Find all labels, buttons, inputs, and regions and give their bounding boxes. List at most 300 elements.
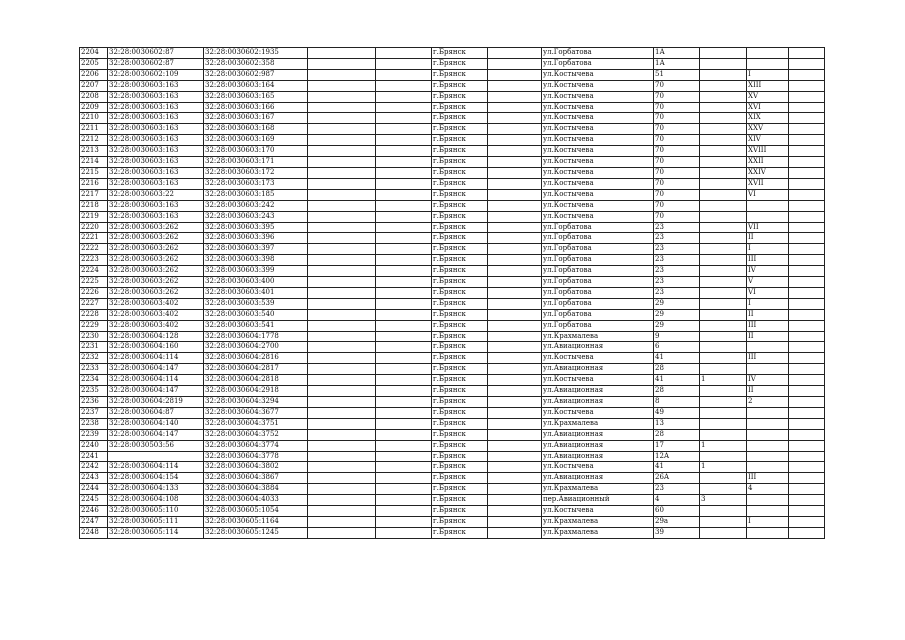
cell-empty-col-a xyxy=(308,157,376,168)
cell-city: г.Брянск xyxy=(432,146,488,157)
cell-object-number: 32:28:0030603:541 xyxy=(204,320,308,331)
cell-city: г.Брянск xyxy=(432,407,488,418)
cell-room xyxy=(747,211,789,222)
cell-empty-col-a xyxy=(308,80,376,91)
table-row xyxy=(80,277,825,288)
cell-parcel-number: 32:28:0030604:154 xyxy=(108,473,204,484)
cell-house-number: 70 xyxy=(654,211,700,222)
cell-row-number: 2245 xyxy=(80,495,108,506)
cell-empty-col-a xyxy=(308,331,376,342)
cell-object-number: 32:28:0030603:243 xyxy=(204,211,308,222)
cell-city: г.Брянск xyxy=(432,516,488,527)
cell-empty-col-b xyxy=(376,516,432,527)
cell-street: ул.Крахмалева xyxy=(542,418,654,429)
cell-room xyxy=(747,527,789,538)
cell-house-number: 39 xyxy=(654,527,700,538)
table-row xyxy=(80,124,825,135)
cell-row-number: 2231 xyxy=(80,342,108,353)
cell-row-number: 2212 xyxy=(80,135,108,146)
cell-street: ул.Костычева xyxy=(542,135,654,146)
cell-parcel-number: 32:28:0030604:128 xyxy=(108,331,204,342)
cell-empty-col-d xyxy=(789,189,825,200)
cell-row-number: 2241 xyxy=(80,451,108,462)
table-row xyxy=(80,266,825,277)
cell-empty-col-a xyxy=(308,397,376,408)
cell-empty-col-a xyxy=(308,320,376,331)
cell-room: XVI xyxy=(747,102,789,113)
cell-house-number: 23 xyxy=(654,222,700,233)
cell-empty-col-d xyxy=(789,135,825,146)
cell-empty-col-b xyxy=(376,353,432,364)
cell-room: IV xyxy=(747,375,789,386)
cell-empty-col-a xyxy=(308,407,376,418)
cell-parcel-number: 32:28:0030603:163 xyxy=(108,200,204,211)
cell-house-number: 29 xyxy=(654,320,700,331)
cell-object-number: 32:28:0030603:539 xyxy=(204,298,308,309)
cell-row-number: 2222 xyxy=(80,244,108,255)
cell-room xyxy=(747,462,789,473)
cell-house-number: 60 xyxy=(654,506,700,517)
cell-row-number: 2216 xyxy=(80,178,108,189)
cell-row-number: 2248 xyxy=(80,527,108,538)
table-row xyxy=(80,80,825,91)
cell-empty-col-c xyxy=(488,255,542,266)
cell-empty-col-c xyxy=(488,69,542,80)
cell-city: г.Брянск xyxy=(432,495,488,506)
cell-empty-col-a xyxy=(308,200,376,211)
cell-empty-col-c xyxy=(488,473,542,484)
cell-city: г.Брянск xyxy=(432,364,488,375)
table-row xyxy=(80,211,825,222)
cell-empty-col-d xyxy=(789,124,825,135)
cell-empty-col-b xyxy=(376,440,432,451)
cell-empty-col-d xyxy=(789,91,825,102)
cell-street: ул.Костычева xyxy=(542,124,654,135)
cell-empty-col-b xyxy=(376,91,432,102)
cell-row-number: 2215 xyxy=(80,167,108,178)
table-row xyxy=(80,113,825,124)
cell-row-number: 2239 xyxy=(80,429,108,440)
cell-parcel-number: 32:28:0030604:160 xyxy=(108,342,204,353)
table-row xyxy=(80,69,825,80)
cell-row-number: 2217 xyxy=(80,189,108,200)
cell-empty-col-a xyxy=(308,429,376,440)
cell-building xyxy=(700,211,747,222)
cell-house-number: 13 xyxy=(654,418,700,429)
cell-row-number: 2211 xyxy=(80,124,108,135)
cell-parcel-number: 32:28:0030605:111 xyxy=(108,516,204,527)
cell-house-number: 9 xyxy=(654,331,700,342)
cell-empty-col-d xyxy=(789,364,825,375)
cell-parcel-number: 32:28:0030603:163 xyxy=(108,91,204,102)
cell-empty-col-a xyxy=(308,364,376,375)
cell-room: II xyxy=(747,386,789,397)
cell-empty-col-d xyxy=(789,342,825,353)
cell-parcel-number: 32:28:0030604:147 xyxy=(108,364,204,375)
cell-empty-col-c xyxy=(488,58,542,69)
cell-house-number: 28 xyxy=(654,429,700,440)
cell-room: XIX xyxy=(747,113,789,124)
cell-building xyxy=(700,386,747,397)
cell-empty-col-b xyxy=(376,418,432,429)
cell-empty-col-b xyxy=(376,113,432,124)
cell-parcel-number xyxy=(108,451,204,462)
cell-room: I xyxy=(747,298,789,309)
cell-building xyxy=(700,80,747,91)
cell-street: ул.Горбатова xyxy=(542,320,654,331)
cell-house-number: 70 xyxy=(654,146,700,157)
cell-empty-col-d xyxy=(789,80,825,91)
cell-empty-col-d xyxy=(789,386,825,397)
table-row xyxy=(80,58,825,69)
cell-room: VI xyxy=(747,287,789,298)
cell-empty-col-c xyxy=(488,91,542,102)
table-row xyxy=(80,506,825,517)
cell-building xyxy=(700,516,747,527)
cell-row-number: 2221 xyxy=(80,233,108,244)
cell-object-number: 32:28:0030604:3774 xyxy=(204,440,308,451)
cell-empty-col-b xyxy=(376,157,432,168)
table-row xyxy=(80,178,825,189)
cell-building xyxy=(700,233,747,244)
cell-house-number: 70 xyxy=(654,102,700,113)
cell-empty-col-d xyxy=(789,407,825,418)
cell-city: г.Брянск xyxy=(432,233,488,244)
cell-room: I xyxy=(747,244,789,255)
cell-empty-col-d xyxy=(789,375,825,386)
cell-row-number: 2240 xyxy=(80,440,108,451)
cell-row-number: 2226 xyxy=(80,287,108,298)
cell-house-number: 1А xyxy=(654,58,700,69)
cell-street: ул.Авиационная xyxy=(542,364,654,375)
cell-parcel-number: 32:28:0030604:133 xyxy=(108,484,204,495)
cell-room: II xyxy=(747,331,789,342)
cell-empty-col-b xyxy=(376,386,432,397)
table-row xyxy=(80,331,825,342)
cell-empty-col-a xyxy=(308,309,376,320)
table-row xyxy=(80,527,825,538)
cell-street: ул.Крахмалева xyxy=(542,527,654,538)
cell-house-number: 70 xyxy=(654,80,700,91)
cell-building xyxy=(700,484,747,495)
cell-empty-col-c xyxy=(488,266,542,277)
cell-room xyxy=(747,429,789,440)
cell-object-number: 32:28:0030604:3752 xyxy=(204,429,308,440)
cell-object-number: 32:28:0030602:1935 xyxy=(204,48,308,59)
cell-city: г.Брянск xyxy=(432,440,488,451)
cell-empty-col-b xyxy=(376,473,432,484)
cell-room: III xyxy=(747,320,789,331)
cell-parcel-number: 32:28:0030603:163 xyxy=(108,102,204,113)
cell-empty-col-d xyxy=(789,244,825,255)
cell-room: I xyxy=(747,516,789,527)
cell-object-number: 32:28:0030604:2700 xyxy=(204,342,308,353)
cell-room xyxy=(747,495,789,506)
cell-empty-col-b xyxy=(376,69,432,80)
cell-empty-col-d xyxy=(789,506,825,517)
table-row xyxy=(80,397,825,408)
cell-object-number: 32:28:0030603:185 xyxy=(204,189,308,200)
cell-empty-col-c xyxy=(488,331,542,342)
cell-row-number: 2228 xyxy=(80,309,108,320)
cell-building xyxy=(700,320,747,331)
cell-room: I xyxy=(747,69,789,80)
cell-building xyxy=(700,124,747,135)
cell-row-number: 2208 xyxy=(80,91,108,102)
cell-house-number: 23 xyxy=(654,277,700,288)
cell-parcel-number: 32:28:0030603:262 xyxy=(108,255,204,266)
cell-empty-col-c xyxy=(488,157,542,168)
cell-parcel-number: 32:28:0030603:22 xyxy=(108,189,204,200)
table-row xyxy=(80,287,825,298)
cell-street: ул.Горбатова xyxy=(542,58,654,69)
cell-empty-col-c xyxy=(488,375,542,386)
cell-city: г.Брянск xyxy=(432,287,488,298)
cell-building: 1 xyxy=(700,462,747,473)
cell-building xyxy=(700,397,747,408)
cell-room xyxy=(747,364,789,375)
cell-city: г.Брянск xyxy=(432,331,488,342)
cell-object-number: 32:28:0030602:358 xyxy=(204,58,308,69)
cell-empty-col-b xyxy=(376,429,432,440)
cell-street: ул.Горбатова xyxy=(542,309,654,320)
cell-parcel-number: 32:28:0030602:109 xyxy=(108,69,204,80)
cell-building xyxy=(700,167,747,178)
cell-object-number: 32:28:0030605:1054 xyxy=(204,506,308,517)
cell-empty-col-c xyxy=(488,244,542,255)
cell-empty-col-c xyxy=(488,222,542,233)
cell-empty-col-c xyxy=(488,527,542,538)
cell-empty-col-b xyxy=(376,102,432,113)
table-row xyxy=(80,146,825,157)
cell-street: ул.Костычева xyxy=(542,211,654,222)
table-row xyxy=(80,440,825,451)
cell-parcel-number: 32:28:0030603:262 xyxy=(108,287,204,298)
cell-empty-col-d xyxy=(789,58,825,69)
cell-parcel-number: 32:28:0030603:163 xyxy=(108,178,204,189)
cell-building: 1 xyxy=(700,375,747,386)
table-row xyxy=(80,451,825,462)
cell-empty-col-d xyxy=(789,102,825,113)
cell-empty-col-b xyxy=(376,255,432,266)
cell-house-number: 29 xyxy=(654,298,700,309)
cell-empty-col-a xyxy=(308,386,376,397)
cell-row-number: 2224 xyxy=(80,266,108,277)
cell-building: 3 xyxy=(700,495,747,506)
cell-empty-col-a xyxy=(308,277,376,288)
cell-empty-col-b xyxy=(376,309,432,320)
cell-object-number: 32:28:0030604:2918 xyxy=(204,386,308,397)
table-row xyxy=(80,157,825,168)
cell-building xyxy=(700,407,747,418)
cell-empty-col-a xyxy=(308,287,376,298)
cell-street: ул.Горбатова xyxy=(542,233,654,244)
cell-empty-col-a xyxy=(308,167,376,178)
cell-empty-col-b xyxy=(376,495,432,506)
cell-empty-col-b xyxy=(376,375,432,386)
cell-city: г.Брянск xyxy=(432,462,488,473)
cell-city: г.Брянск xyxy=(432,429,488,440)
cell-empty-col-a xyxy=(308,298,376,309)
cell-parcel-number: 32:28:0030604:114 xyxy=(108,375,204,386)
table-row xyxy=(80,495,825,506)
cell-empty-col-d xyxy=(789,113,825,124)
cell-empty-col-a xyxy=(308,178,376,189)
cell-street: ул.Костычева xyxy=(542,91,654,102)
cell-empty-col-c xyxy=(488,407,542,418)
cell-city: г.Брянск xyxy=(432,178,488,189)
cell-room xyxy=(747,506,789,517)
cell-city: г.Брянск xyxy=(432,473,488,484)
cell-empty-col-d xyxy=(789,200,825,211)
cell-city: г.Брянск xyxy=(432,167,488,178)
cell-parcel-number: 32:28:0030603:163 xyxy=(108,113,204,124)
cell-empty-col-b xyxy=(376,506,432,517)
cell-room: XVII xyxy=(747,178,789,189)
cell-parcel-number: 32:28:0030603:262 xyxy=(108,277,204,288)
cell-object-number: 32:28:0030604:2816 xyxy=(204,353,308,364)
cell-street: ул.Костычева xyxy=(542,353,654,364)
cell-empty-col-c xyxy=(488,353,542,364)
cell-empty-col-c xyxy=(488,113,542,124)
cell-room: II xyxy=(747,233,789,244)
cell-room: III xyxy=(747,353,789,364)
cell-parcel-number: 32:28:0030603:402 xyxy=(108,309,204,320)
cell-parcel-number: 32:28:0030603:163 xyxy=(108,167,204,178)
cell-empty-col-b xyxy=(376,527,432,538)
cell-object-number: 32:28:0030604:4033 xyxy=(204,495,308,506)
cell-object-number: 32:28:0030604:3802 xyxy=(204,462,308,473)
cell-empty-col-b xyxy=(376,200,432,211)
cell-building xyxy=(700,200,747,211)
cell-object-number: 32:28:0030603:167 xyxy=(204,113,308,124)
cell-object-number: 32:28:0030603:398 xyxy=(204,255,308,266)
cell-street: ул.Авиационная xyxy=(542,397,654,408)
cell-empty-col-d xyxy=(789,429,825,440)
cell-empty-col-a xyxy=(308,124,376,135)
cell-object-number: 32:28:0030603:172 xyxy=(204,167,308,178)
cell-city: г.Брянск xyxy=(432,484,488,495)
cell-house-number: 28 xyxy=(654,364,700,375)
cell-empty-col-a xyxy=(308,189,376,200)
cell-parcel-number: 32:28:0030605:110 xyxy=(108,506,204,517)
cell-parcel-number: 32:28:0030603:402 xyxy=(108,298,204,309)
cell-object-number: 32:28:0030603:170 xyxy=(204,146,308,157)
cell-room: VII xyxy=(747,222,789,233)
table-body xyxy=(80,48,825,539)
cell-empty-col-b xyxy=(376,244,432,255)
cell-empty-col-b xyxy=(376,189,432,200)
cell-empty-col-b xyxy=(376,178,432,189)
cell-empty-col-a xyxy=(308,146,376,157)
cell-empty-col-d xyxy=(789,146,825,157)
cell-room: XXII xyxy=(747,157,789,168)
cell-parcel-number: 32:28:0030604:114 xyxy=(108,462,204,473)
cell-house-number: 70 xyxy=(654,178,700,189)
cell-room: 4 xyxy=(747,484,789,495)
cell-empty-col-d xyxy=(789,48,825,59)
table-row xyxy=(80,473,825,484)
cell-object-number: 32:28:0030604:3778 xyxy=(204,451,308,462)
cell-building xyxy=(700,353,747,364)
cell-object-number: 32:28:0030603:168 xyxy=(204,124,308,135)
table-row xyxy=(80,320,825,331)
cell-empty-col-a xyxy=(308,58,376,69)
table-row xyxy=(80,298,825,309)
cell-empty-col-c xyxy=(488,80,542,91)
cell-city: г.Брянск xyxy=(432,397,488,408)
cell-empty-col-a xyxy=(308,451,376,462)
table-row xyxy=(80,200,825,211)
cell-street: ул.Костычева xyxy=(542,167,654,178)
table-row xyxy=(80,102,825,113)
cell-room: III xyxy=(747,473,789,484)
cell-street: ул.Авиационная xyxy=(542,342,654,353)
cell-building xyxy=(700,255,747,266)
cell-row-number: 2238 xyxy=(80,418,108,429)
cell-building xyxy=(700,266,747,277)
cell-street: ул.Горбатова xyxy=(542,48,654,59)
cell-city: г.Брянск xyxy=(432,353,488,364)
cell-empty-col-b xyxy=(376,484,432,495)
cell-object-number: 32:28:0030603:396 xyxy=(204,233,308,244)
cell-row-number: 2230 xyxy=(80,331,108,342)
cell-empty-col-b xyxy=(376,342,432,353)
cell-empty-col-c xyxy=(488,440,542,451)
cell-object-number: 32:28:0030604:3751 xyxy=(204,418,308,429)
cell-parcel-number: 32:28:0030602:87 xyxy=(108,48,204,59)
cell-empty-col-c xyxy=(488,102,542,113)
cell-empty-col-a xyxy=(308,462,376,473)
cell-empty-col-d xyxy=(789,397,825,408)
cell-empty-col-a xyxy=(308,233,376,244)
cell-parcel-number: 32:28:0030603:262 xyxy=(108,244,204,255)
cell-building xyxy=(700,102,747,113)
cell-room xyxy=(747,48,789,59)
cell-empty-col-a xyxy=(308,418,376,429)
cell-parcel-number: 32:28:0030604:147 xyxy=(108,429,204,440)
table-row xyxy=(80,429,825,440)
table-row xyxy=(80,364,825,375)
cell-house-number: 29 xyxy=(654,309,700,320)
cell-house-number: 1А xyxy=(654,48,700,59)
cell-object-number: 32:28:0030604:3867 xyxy=(204,473,308,484)
table-row xyxy=(80,342,825,353)
cell-house-number: 23 xyxy=(654,233,700,244)
cell-building xyxy=(700,189,747,200)
cell-empty-col-d xyxy=(789,451,825,462)
cell-empty-col-c xyxy=(488,462,542,473)
cell-room xyxy=(747,58,789,69)
cell-room: 2 xyxy=(747,397,789,408)
cell-house-number: 23 xyxy=(654,287,700,298)
cell-room: XIII xyxy=(747,80,789,91)
cell-building xyxy=(700,178,747,189)
cell-city: г.Брянск xyxy=(432,506,488,517)
cell-empty-col-d xyxy=(789,331,825,342)
cell-city: г.Брянск xyxy=(432,255,488,266)
cell-house-number: 70 xyxy=(654,189,700,200)
cell-house-number: 23 xyxy=(654,266,700,277)
cell-empty-col-c xyxy=(488,386,542,397)
cell-empty-col-a xyxy=(308,102,376,113)
cell-street: ул.Авиационная xyxy=(542,473,654,484)
cell-room xyxy=(747,200,789,211)
cell-parcel-number: 32:28:0030604:2819 xyxy=(108,397,204,408)
cell-row-number: 2204 xyxy=(80,48,108,59)
cell-object-number: 32:28:0030604:2817 xyxy=(204,364,308,375)
table-row xyxy=(80,222,825,233)
